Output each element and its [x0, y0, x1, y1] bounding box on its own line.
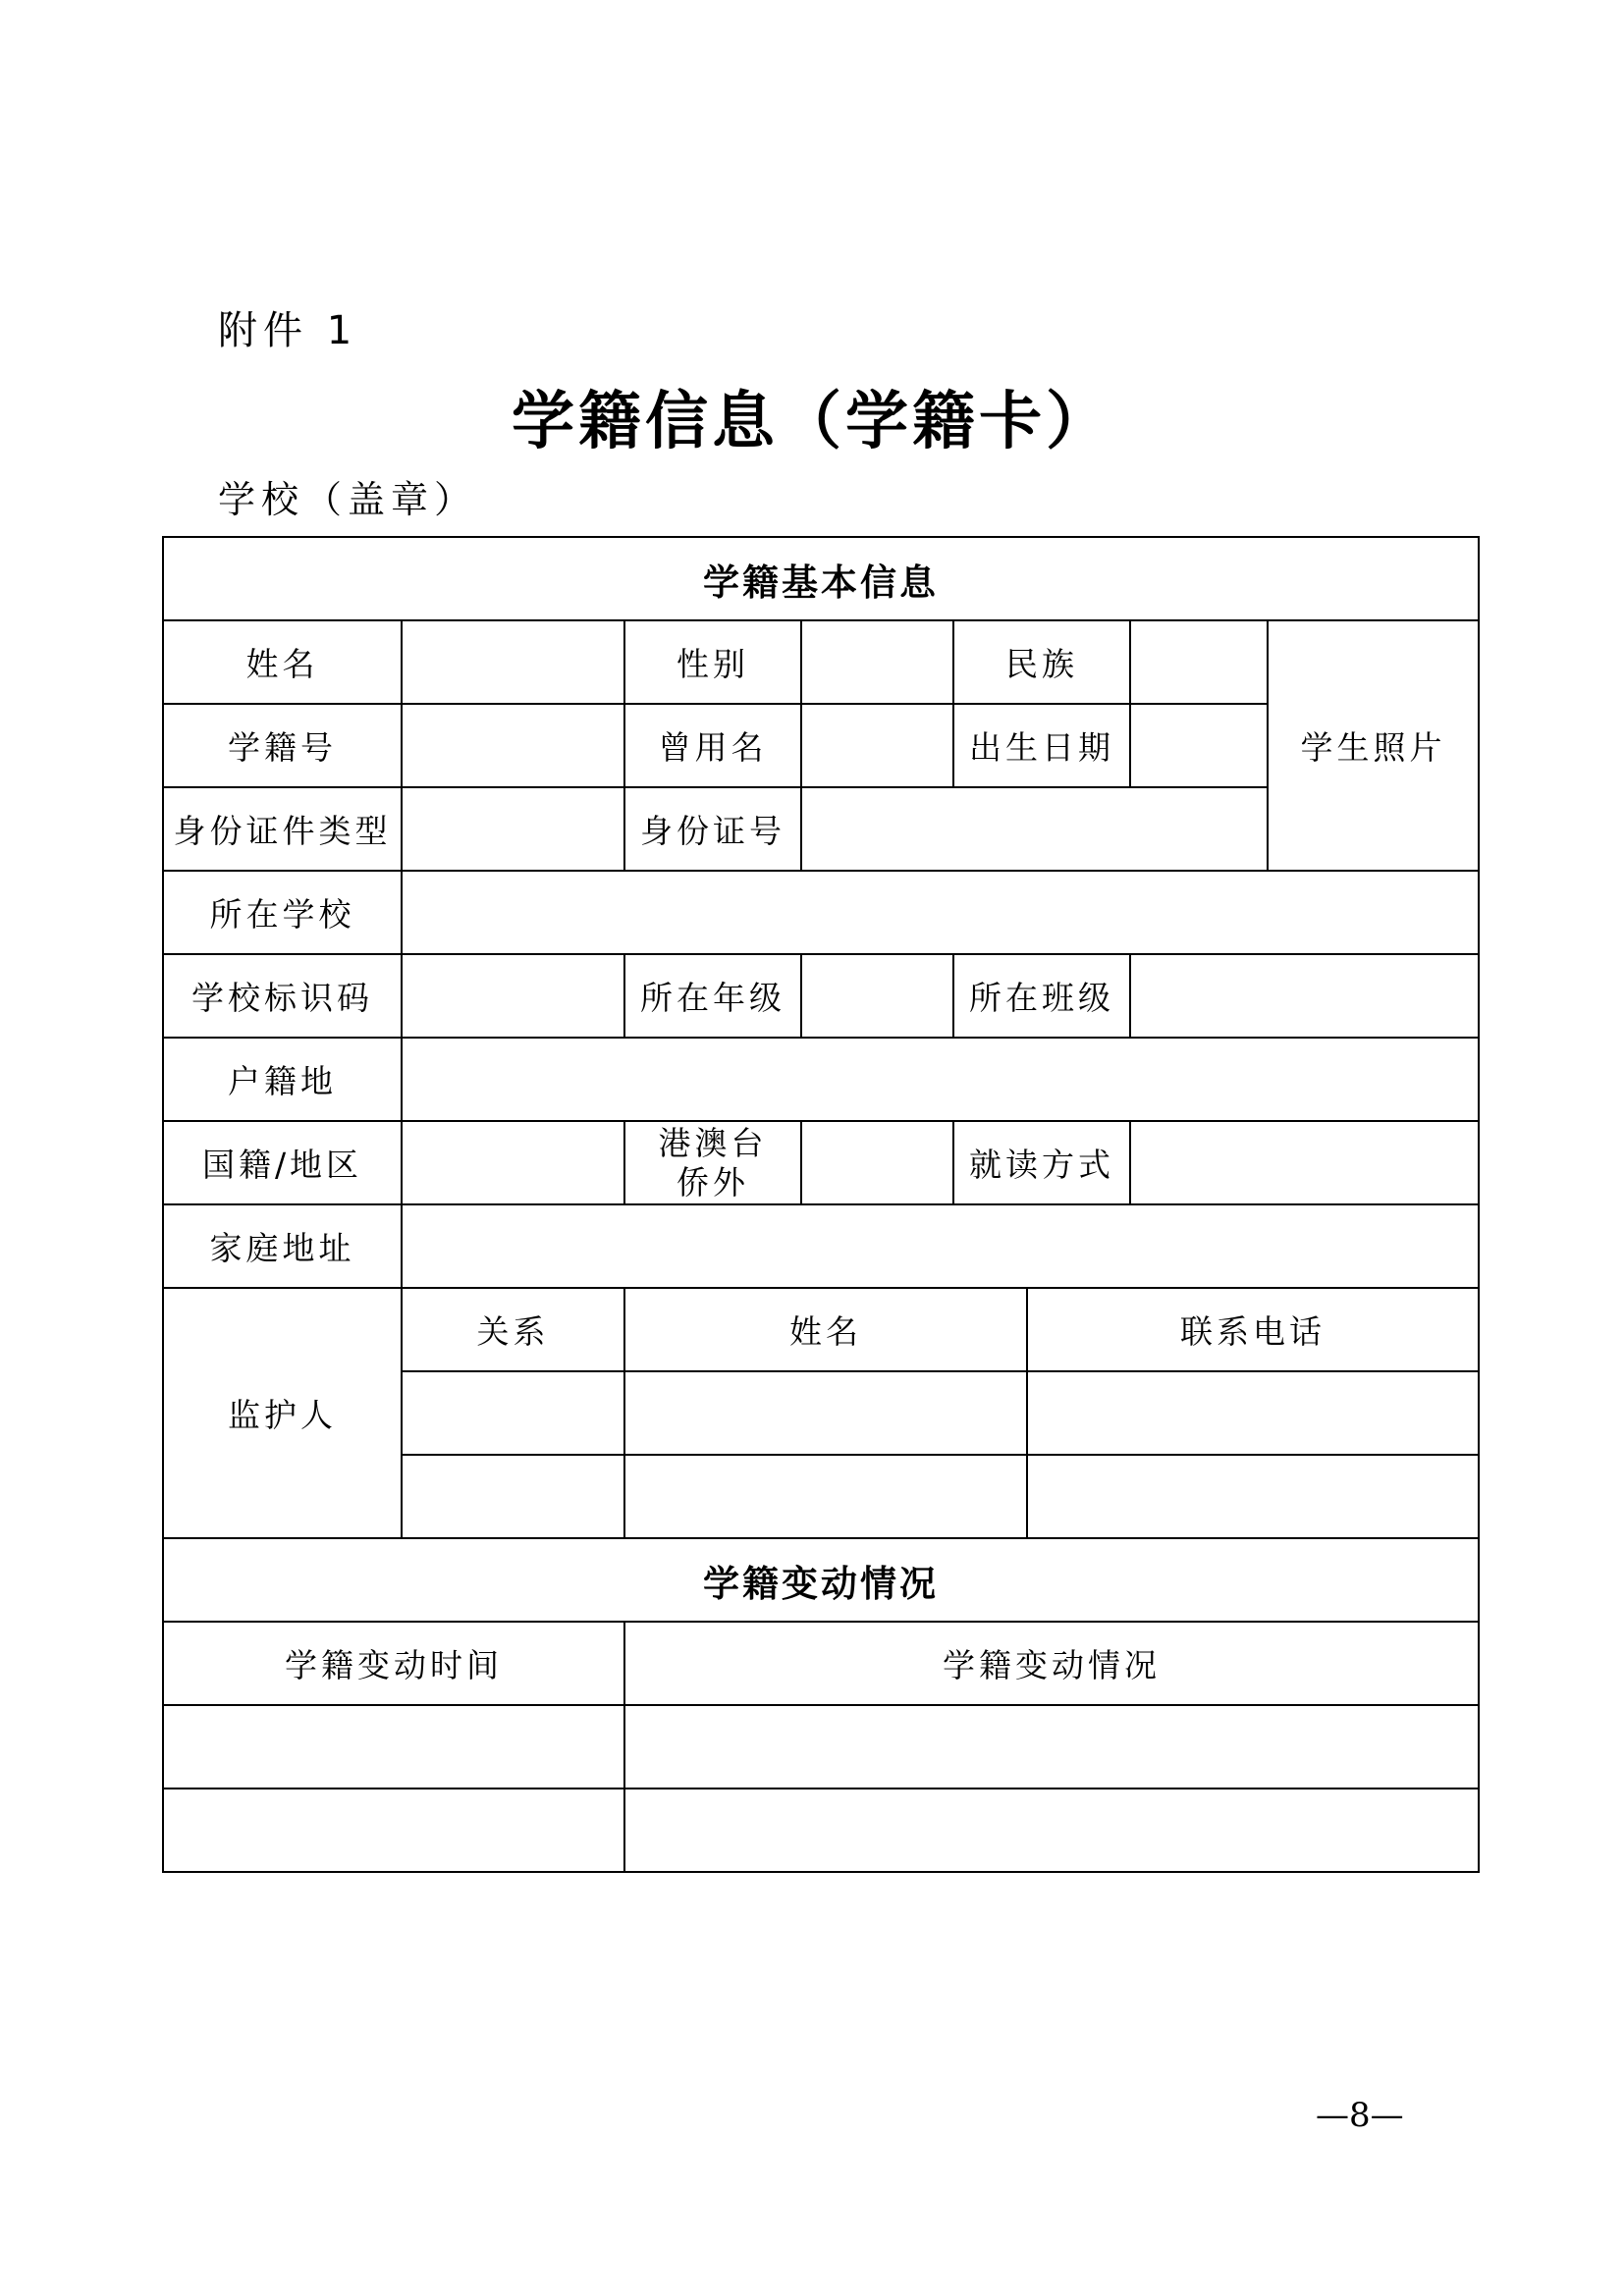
field-former-name[interactable] — [801, 704, 953, 787]
label-home-address: 家庭地址 — [163, 1204, 402, 1288]
label-nationality: 国籍/地区 — [163, 1121, 402, 1204]
field-gender[interactable] — [801, 620, 953, 704]
page-number: —8— — [1316, 2096, 1404, 2135]
field-grade[interactable] — [801, 954, 953, 1038]
field-school-code[interactable] — [402, 954, 624, 1038]
section-changes: 学籍变动情况 — [163, 1538, 1479, 1622]
label-hk-macao-tw-overseas — [624, 1121, 801, 1204]
field-guardian1-phone[interactable] — [1027, 1371, 1479, 1455]
field-household-registration[interactable] — [402, 1038, 1479, 1121]
field-name[interactable] — [402, 620, 624, 704]
label-student-id: 学籍号 — [163, 704, 402, 787]
label-grade: 所在年级 — [624, 954, 801, 1038]
label-former-name: 曾用名 — [624, 704, 801, 787]
label-household-registration: 户籍地 — [163, 1038, 402, 1121]
field-guardian1-relation[interactable] — [402, 1371, 624, 1455]
label-id-type: 身份证件类型 — [163, 787, 402, 871]
header-guardian-name: 姓名 — [624, 1288, 1027, 1371]
label-ethnicity: 民族 — [953, 620, 1130, 704]
field-id-number[interactable] — [801, 787, 1268, 871]
label-school-code: 学校标识码 — [163, 954, 402, 1038]
field-guardian2-phone[interactable] — [1027, 1455, 1479, 1538]
field-guardian2-relation[interactable] — [402, 1455, 624, 1538]
label-id-number: 身份证号 — [624, 787, 801, 871]
label-class: 所在班级 — [953, 954, 1130, 1038]
field-change2-time[interactable] — [163, 1789, 624, 1872]
header-phone: 联系电话 — [1027, 1288, 1479, 1371]
header-relation: 关系 — [402, 1288, 624, 1371]
label-school: 所在学校 — [163, 871, 402, 954]
header-change-time: 学籍变动时间 — [163, 1622, 624, 1705]
label-study-mode: 就读方式 — [953, 1121, 1130, 1204]
field-nationality[interactable] — [402, 1121, 624, 1204]
page-title: 学籍信息（学籍卡） — [512, 385, 1112, 458]
field-change1-detail[interactable] — [624, 1705, 1479, 1789]
student-photo-box[interactable]: 学生照片 — [1268, 620, 1479, 871]
label-hk-macao-tw-line1: 港澳台 — [658, 1123, 768, 1162]
field-hk-macao-tw-overseas[interactable] — [801, 1121, 953, 1204]
student-record-form — [162, 536, 1480, 1873]
field-home-address[interactable] — [402, 1204, 1479, 1288]
field-ethnicity[interactable] — [1130, 620, 1268, 704]
attachment-label: 附件 1 — [218, 308, 358, 353]
field-guardian1-name[interactable] — [624, 1371, 1027, 1455]
label-guardian: 监护人 — [163, 1288, 402, 1538]
field-guardian2-name[interactable] — [624, 1455, 1027, 1538]
school-seal-label: 学校（盖章） — [218, 478, 478, 521]
field-student-id[interactable] — [402, 704, 624, 787]
field-id-type[interactable] — [402, 787, 624, 871]
label-name: 姓名 — [163, 620, 402, 704]
field-school[interactable] — [402, 871, 1479, 954]
field-birth-date[interactable] — [1130, 704, 1268, 787]
field-study-mode[interactable] — [1130, 1121, 1479, 1204]
label-gender: 性别 — [624, 620, 801, 704]
label-hk-macao-tw-line2: 侨外 — [677, 1162, 749, 1201]
field-change2-detail[interactable] — [624, 1789, 1479, 1872]
field-change1-time[interactable] — [163, 1705, 624, 1789]
label-birth-date: 出生日期 — [953, 704, 1130, 787]
section-basic-info: 学籍基本信息 — [163, 537, 1479, 620]
field-class[interactable] — [1130, 954, 1479, 1038]
header-change-detail: 学籍变动情况 — [624, 1622, 1479, 1705]
